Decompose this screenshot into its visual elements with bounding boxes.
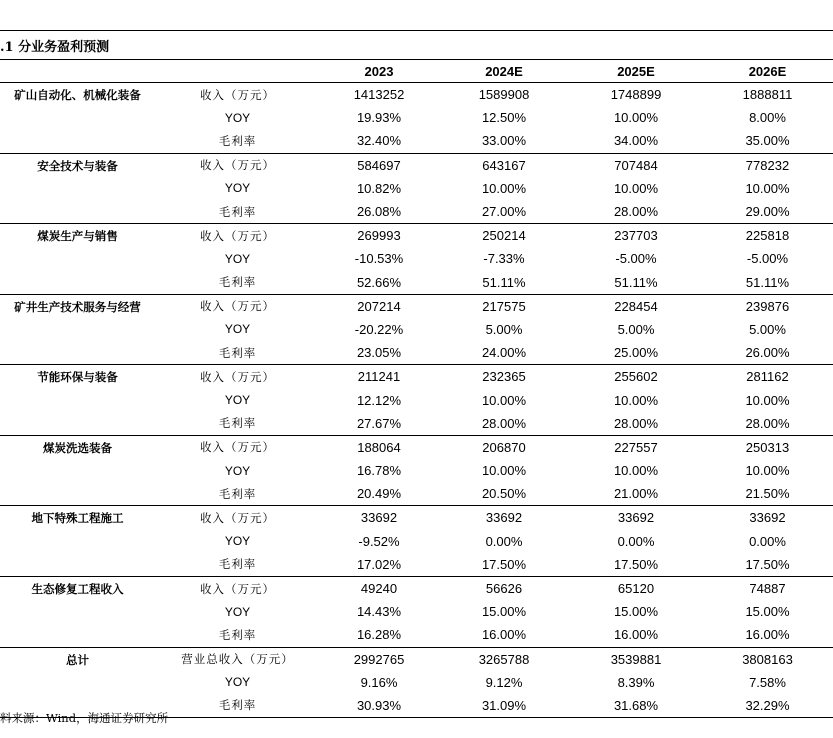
value-cell: 211241 xyxy=(357,369,401,385)
value-cell: 10.82% xyxy=(356,180,402,196)
value-cell: 10.00% xyxy=(481,180,527,196)
metric-label: 毛利率 xyxy=(155,341,320,365)
metric-label: 收入（万元） xyxy=(200,299,275,314)
value-cell: 33692 xyxy=(360,510,398,526)
metric-label: 营业总收入（万元） xyxy=(181,652,294,667)
value-cell: 24.00% xyxy=(438,341,570,365)
header-cell-metric xyxy=(155,60,320,83)
value-cell: 225818 xyxy=(745,228,790,244)
value-cell: 51.11% xyxy=(702,271,833,295)
value-cell: 52.66% xyxy=(320,271,438,295)
table-row xyxy=(0,83,833,107)
value-cell: 0.00% xyxy=(749,533,786,549)
segment-name: 煤炭生产与销售 xyxy=(0,224,155,295)
value-cell: 3539881 xyxy=(610,651,662,667)
value-cell: 28.00% xyxy=(702,412,833,436)
value-cell: 26.08% xyxy=(320,200,438,224)
value-cell: 21.00% xyxy=(570,482,702,506)
value-cell: 237703 xyxy=(614,228,658,244)
value-cell: 10.00% xyxy=(613,463,659,479)
value-cell: 21.50% xyxy=(702,482,833,506)
value-cell: 227557 xyxy=(614,439,658,455)
value-cell: 23.05% xyxy=(320,341,438,365)
value-cell: 8.00% xyxy=(749,110,786,126)
value-cell: 9.12% xyxy=(485,674,523,690)
metric-label: 收入（万元） xyxy=(200,510,275,525)
value-cell: 228454 xyxy=(614,298,658,314)
value-cell: 28.00% xyxy=(570,412,702,436)
metric-label: 毛利率 xyxy=(155,623,320,647)
value-cell: 281162 xyxy=(746,369,789,385)
header-cell-segment xyxy=(0,60,155,83)
value-cell: 31.68% xyxy=(570,694,702,718)
table-row xyxy=(0,576,833,600)
value-cell: 51.11% xyxy=(438,271,570,295)
value-cell: 16.78% xyxy=(356,463,402,479)
value-cell: 15.00% xyxy=(613,604,659,620)
value-cell: 239876 xyxy=(745,298,790,314)
value-cell: 33692 xyxy=(617,510,655,526)
value-cell: 14.43% xyxy=(356,604,402,620)
value-cell: 0.00% xyxy=(485,533,523,549)
value-cell: 17.50% xyxy=(438,553,570,577)
value-cell: 5.00% xyxy=(485,321,523,337)
value-cell: 74887 xyxy=(749,581,786,597)
header-cell-2023: 2023 xyxy=(320,60,438,83)
segment-name: 地下特殊工程施工 xyxy=(0,506,155,577)
value-cell: 10.00% xyxy=(481,392,527,408)
metric-label: 毛利率 xyxy=(155,200,320,224)
value-cell: 584697 xyxy=(357,157,401,173)
value-cell: 188064 xyxy=(357,439,401,455)
metric-label: 毛利率 xyxy=(155,271,320,295)
value-cell: -5.00% xyxy=(615,251,657,267)
metric-label: 收入（万元） xyxy=(200,581,275,596)
value-cell: -9.52% xyxy=(358,533,400,549)
value-cell: -20.22% xyxy=(354,321,404,337)
value-cell: 28.00% xyxy=(438,412,570,436)
metric-label: 收入（万元） xyxy=(200,440,275,455)
table-row xyxy=(0,506,833,530)
segment-name: 安全技术与装备 xyxy=(0,153,155,224)
value-cell: 3265788 xyxy=(478,651,530,667)
value-cell: 15.00% xyxy=(481,604,527,620)
metric-label: 毛利率 xyxy=(155,553,320,577)
value-cell: 1589908 xyxy=(478,87,530,103)
metric-label: YOY xyxy=(224,322,251,337)
value-cell: 17.50% xyxy=(702,553,833,577)
header-cell-2025e: 2025E xyxy=(570,60,702,83)
value-cell: 232365 xyxy=(482,369,526,385)
header-cell-2026e: 2026E xyxy=(702,60,833,83)
metric-label: 毛利率 xyxy=(155,412,320,436)
value-cell: 255602 xyxy=(614,369,658,385)
source-note: 料来源：Wind，海通证券研究所 xyxy=(0,711,169,725)
value-cell: 27.00% xyxy=(438,200,570,224)
segment-name: 生态修复工程收入 xyxy=(0,576,155,647)
value-cell: 2992765 xyxy=(353,651,405,667)
value-cell: -10.53% xyxy=(354,251,404,267)
value-cell: 65120 xyxy=(617,581,655,597)
metric-label: 收入（万元） xyxy=(200,228,275,243)
value-cell: 10.00% xyxy=(745,180,790,196)
value-cell: 12.12% xyxy=(356,392,402,408)
value-cell: 29.00% xyxy=(702,200,833,224)
value-cell: 9.16% xyxy=(360,674,398,690)
segment-name: 矿山自动化、机械化装备 xyxy=(0,83,155,154)
value-cell: 32.29% xyxy=(702,694,833,718)
value-cell: 250313 xyxy=(745,439,790,455)
value-cell: 778232 xyxy=(745,157,790,173)
segment-name: 矿井生产技术服务与经营 xyxy=(0,294,155,365)
metric-label: YOY xyxy=(224,393,251,408)
metric-label: 毛利率 xyxy=(155,482,320,506)
value-cell: 49240 xyxy=(360,581,398,597)
value-cell: 8.39% xyxy=(617,674,655,690)
value-cell: 33692 xyxy=(749,510,786,526)
value-cell: 16.00% xyxy=(438,623,570,647)
value-cell: 707484 xyxy=(614,157,658,173)
value-cell: 20.49% xyxy=(320,482,438,506)
forecast-table xyxy=(0,60,833,718)
table-row xyxy=(0,647,833,671)
table-row xyxy=(0,294,833,318)
value-cell: 10.00% xyxy=(481,463,527,479)
value-cell: 10.00% xyxy=(613,110,659,126)
top-rule xyxy=(0,30,833,31)
value-cell: 269993 xyxy=(357,228,401,244)
value-cell: 10.00% xyxy=(613,180,659,196)
value-cell: 206870 xyxy=(482,439,526,455)
value-cell: 56626 xyxy=(485,581,523,597)
value-cell: 31.09% xyxy=(438,694,570,718)
metric-label: 收入（万元） xyxy=(200,369,275,384)
value-cell: 10.00% xyxy=(745,392,790,408)
value-cell: 26.00% xyxy=(702,341,833,365)
value-cell: 16.00% xyxy=(702,623,833,647)
header-cell-2024e: 2024E xyxy=(438,60,570,83)
metric-label: YOY xyxy=(224,604,251,619)
value-cell: 32.40% xyxy=(320,129,438,153)
header-row xyxy=(0,60,833,83)
value-cell: 17.50% xyxy=(570,553,702,577)
metric-label: 毛利率 xyxy=(155,129,320,153)
value-cell: 10.00% xyxy=(745,463,790,479)
value-cell: 33692 xyxy=(485,510,523,526)
metric-label: YOY xyxy=(224,463,251,478)
metric-label: 收入（万元） xyxy=(200,87,275,102)
value-cell: 1413252 xyxy=(353,87,405,103)
metric-label: 收入（万元） xyxy=(200,158,275,173)
value-cell: 217575 xyxy=(482,298,526,314)
value-cell: 34.00% xyxy=(570,129,702,153)
segment-name: 节能环保与装备 xyxy=(0,365,155,436)
value-cell: -7.33% xyxy=(483,251,525,267)
value-cell: 30.93% xyxy=(320,694,438,718)
value-cell: 643167 xyxy=(482,157,526,173)
metric-label: YOY xyxy=(224,251,251,266)
value-cell: 27.67% xyxy=(320,412,438,436)
table-row xyxy=(0,365,833,389)
value-cell: 35.00% xyxy=(702,129,833,153)
value-cell: 16.28% xyxy=(320,623,438,647)
value-cell: 5.00% xyxy=(749,321,786,337)
segment-name: 总计 xyxy=(0,647,155,718)
value-cell: 17.02% xyxy=(320,553,438,577)
value-cell: 28.00% xyxy=(570,200,702,224)
value-cell: 19.93% xyxy=(356,110,402,126)
value-cell: 3808163 xyxy=(742,651,793,667)
value-cell: 51.11% xyxy=(570,271,702,295)
value-cell: 33.00% xyxy=(438,129,570,153)
value-cell: 1888811 xyxy=(742,87,793,103)
value-cell: 5.00% xyxy=(617,321,655,337)
table-row xyxy=(0,224,833,248)
value-cell: -5.00% xyxy=(746,251,789,267)
value-cell: 10.00% xyxy=(613,392,659,408)
table-row xyxy=(0,435,833,459)
table-body xyxy=(0,83,833,718)
value-cell: 207214 xyxy=(357,298,401,314)
value-cell: 7.58% xyxy=(749,674,786,690)
segment-name: 煤炭洗选装备 xyxy=(0,435,155,506)
metric-label: YOY xyxy=(224,675,251,690)
table-row xyxy=(0,153,833,177)
metric-label: YOY xyxy=(224,534,251,549)
value-cell: 15.00% xyxy=(745,604,790,620)
value-cell: 16.00% xyxy=(570,623,702,647)
value-cell: 0.00% xyxy=(617,533,655,549)
metric-label: 毛利率 xyxy=(155,694,320,718)
metric-label: YOY xyxy=(224,110,251,125)
value-cell: 1748899 xyxy=(610,87,662,103)
value-cell: 12.50% xyxy=(481,110,527,126)
value-cell: 20.50% xyxy=(438,482,570,506)
table-title: .1 分业务盈利预测 xyxy=(0,40,110,55)
value-cell: 25.00% xyxy=(570,341,702,365)
metric-label: YOY xyxy=(224,181,251,196)
value-cell: 250214 xyxy=(482,228,526,244)
